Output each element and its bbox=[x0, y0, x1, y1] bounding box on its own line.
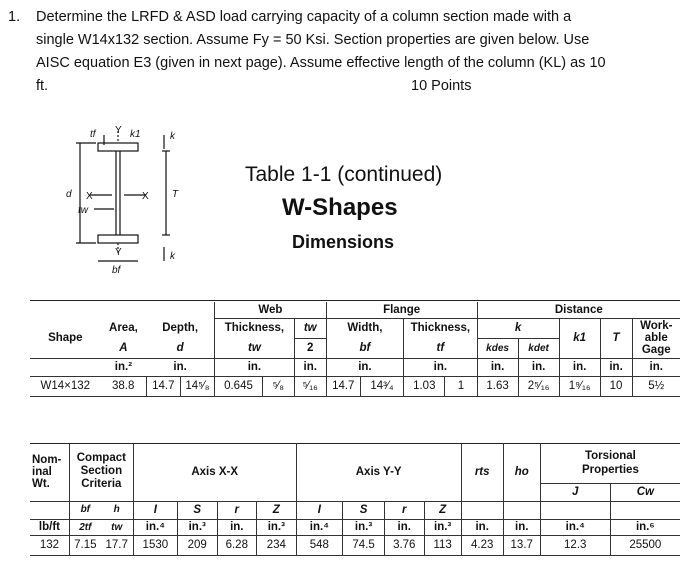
prop-sub-header-row bbox=[30, 501, 680, 519]
col-Cw: Cw bbox=[610, 483, 680, 501]
col-tw2-top: tw bbox=[294, 318, 326, 338]
question-number: 1. bbox=[8, 9, 21, 25]
unit-Sy: in.³ bbox=[343, 519, 385, 535]
col-J: J bbox=[540, 483, 610, 501]
group-flange: Flange bbox=[326, 302, 477, 318]
question-line-1: 1. Determine the LRFD & ASD load carrying capacity of a column section made with a bbox=[8, 6, 688, 29]
fig-label-tw: tw bbox=[78, 205, 88, 216]
col-Ix: I bbox=[133, 501, 177, 519]
col-depth-symbol: d bbox=[176, 341, 184, 354]
unit-flange-width: in. bbox=[326, 358, 403, 376]
question-line-3: AISC equation E3 (given in next page). Assume effective length of the column (KL) as 10 bbox=[36, 55, 606, 71]
cell-Sy: 74.5 bbox=[343, 535, 385, 555]
aisc-table-sheet bbox=[30, 118, 680, 573]
unit-T: in. bbox=[600, 358, 632, 376]
unit-tw2: in. bbox=[294, 358, 326, 376]
col-flange-width-symbol: bf bbox=[326, 338, 403, 358]
group-distance: Distance bbox=[477, 302, 680, 318]
cell-bf-frac: 14³⁄₄ bbox=[360, 376, 403, 396]
cell-Sx: 209 bbox=[177, 535, 217, 555]
question-text bbox=[8, 6, 688, 98]
unit-kdes: in. bbox=[477, 358, 518, 376]
cell-bf: 14.7 bbox=[326, 376, 360, 396]
unit-J: in.⁴ bbox=[540, 519, 610, 535]
col-area: Area, bbox=[109, 322, 138, 334]
col-Iy: I bbox=[296, 501, 343, 519]
fig-label-x-right: X bbox=[142, 191, 149, 202]
unit-rts: in. bbox=[461, 519, 503, 535]
col-axis-xx: Axis X-X bbox=[133, 443, 296, 501]
dimensions-table bbox=[30, 302, 680, 397]
cell-tf-frac: 1 bbox=[445, 376, 477, 396]
col-k1: k1 bbox=[559, 318, 600, 358]
dim-group-header-row bbox=[30, 302, 680, 318]
col-shape: Shape bbox=[48, 331, 83, 344]
prop-data-row bbox=[30, 535, 680, 555]
dim-units-row bbox=[30, 358, 680, 376]
col-T: T bbox=[600, 318, 632, 358]
unit-gage: in. bbox=[632, 358, 680, 376]
question-line-4: ft. 10 Points bbox=[8, 75, 688, 98]
rule-top bbox=[30, 300, 680, 301]
col-bf-2tf: bf bbox=[69, 501, 100, 519]
cell-Iy: 548 bbox=[296, 535, 343, 555]
points-label: 10 Points bbox=[411, 78, 472, 94]
unit-Sx: in.³ bbox=[177, 519, 217, 535]
cell-tf: 1.03 bbox=[404, 376, 445, 396]
table-title-line3: Dimensions bbox=[292, 232, 395, 252]
dim-data-row bbox=[30, 376, 680, 396]
cell-shape: W14×132 bbox=[40, 380, 91, 392]
fig-label-k1: k1 bbox=[130, 129, 141, 140]
unit-Iy: in.⁴ bbox=[296, 519, 343, 535]
unit-depth: in. bbox=[173, 361, 187, 373]
unit-Zy: in.³ bbox=[424, 519, 461, 535]
fig-label-y-bottom: Y bbox=[115, 247, 122, 258]
col-kdet: kdet bbox=[518, 338, 559, 358]
col-flange-thickness: Thickness, bbox=[404, 318, 477, 338]
cell-kdes: 1.63 bbox=[477, 376, 518, 396]
col-ho: ho bbox=[503, 443, 540, 501]
fig-label-y-top: Y bbox=[115, 125, 122, 136]
cell-bf2tf: 7.15 bbox=[69, 535, 100, 555]
cell-rx: 6.28 bbox=[217, 535, 257, 555]
cell-T: 10 bbox=[600, 376, 632, 396]
cell-Cw: 25500 bbox=[610, 535, 680, 555]
cell-ho: 13.7 bbox=[503, 535, 540, 555]
col-Zy: Z bbox=[424, 501, 461, 519]
unit-kdet: in. bbox=[518, 358, 559, 376]
col-Zx: Z bbox=[257, 501, 297, 519]
table-title-line2: W-Shapes bbox=[282, 194, 398, 221]
col-ry: r bbox=[384, 501, 424, 519]
cell-depth-frac: 14⁵⁄₈ bbox=[180, 376, 214, 396]
cell-ry: 3.76 bbox=[384, 535, 424, 555]
unit-Zx: in.³ bbox=[257, 519, 297, 535]
cell-Ix: 1530 bbox=[133, 535, 177, 555]
cell-kdet: 2⁵⁄₁₆ bbox=[518, 376, 559, 396]
col-workable-gage: Work- able Gage bbox=[632, 318, 680, 358]
col-rx: r bbox=[217, 501, 257, 519]
unit-bf-2tf: 2tf bbox=[69, 519, 100, 535]
bottom-flange bbox=[98, 235, 138, 243]
w-shape-figure bbox=[30, 123, 210, 293]
dim-header-row-1 bbox=[30, 318, 680, 338]
col-k: k bbox=[477, 318, 559, 338]
unit-k1: in. bbox=[559, 358, 600, 376]
col-area-symbol: A bbox=[119, 341, 128, 354]
cell-tw: 0.645 bbox=[215, 376, 263, 396]
fig-label-d: d bbox=[66, 189, 72, 200]
col-Sx: S bbox=[177, 501, 217, 519]
unit-ho: in. bbox=[503, 519, 540, 535]
cell-Zy: 113 bbox=[424, 535, 461, 555]
cell-J: 12.3 bbox=[540, 535, 610, 555]
col-h-tw: h bbox=[113, 504, 120, 515]
col-tw2-bottom: 2 bbox=[294, 338, 326, 358]
fig-label-k-bottom: k bbox=[170, 251, 175, 262]
cell-gage: 5½ bbox=[632, 376, 680, 396]
col-depth: Depth, bbox=[162, 322, 199, 334]
unit-web-thickness: in. bbox=[215, 358, 295, 376]
unit-Ix: in.⁴ bbox=[133, 519, 177, 535]
cell-tw2: ⁵⁄₁₆ bbox=[294, 376, 326, 396]
fig-label-k: k bbox=[170, 131, 175, 142]
cell-wt: 132 bbox=[39, 539, 60, 551]
unit-ry: in. bbox=[384, 519, 424, 535]
unit-nominal-wt: lb/ft bbox=[38, 521, 60, 533]
cell-depth: 14.7 bbox=[146, 376, 180, 396]
cell-k1: 1⁹⁄₁₆ bbox=[559, 376, 600, 396]
cell-htw: 17.7 bbox=[105, 539, 128, 551]
col-Sy: S bbox=[343, 501, 385, 519]
unit-h-tw: tw bbox=[111, 521, 123, 533]
col-flange-width: Width, bbox=[326, 318, 403, 338]
table-title-line1: Table 1-1 (continued) bbox=[245, 163, 443, 186]
col-web-thickness-symbol: tw bbox=[215, 338, 295, 358]
group-web: Web bbox=[215, 302, 327, 318]
fig-label-x-left: X bbox=[86, 191, 93, 202]
prop-header-row-1 bbox=[30, 443, 680, 463]
unit-rx: in. bbox=[217, 519, 257, 535]
col-web-thickness: Thickness, bbox=[215, 318, 295, 338]
cell-rts: 4.23 bbox=[461, 535, 503, 555]
cell-area: 38.8 bbox=[111, 380, 135, 392]
question-line-2: single W14x132 section. Assume Fy = 50 Ksi. Section properties are given below. Use bbox=[36, 32, 590, 48]
col-axis-yy: Axis Y-Y bbox=[296, 443, 461, 501]
fig-label-T: T bbox=[172, 189, 179, 200]
unit-area: in.² bbox=[114, 361, 133, 373]
cell-Zx: 234 bbox=[257, 535, 297, 555]
cell-tw-frac: ⁵⁄₈ bbox=[262, 376, 294, 396]
col-flange-thickness-symbol: tf bbox=[404, 338, 477, 358]
properties-table bbox=[30, 443, 680, 556]
fig-label-tf: tf bbox=[90, 129, 96, 140]
fig-label-bf: bf bbox=[112, 265, 121, 276]
unit-flange-thickness: in. bbox=[404, 358, 477, 376]
col-kdes: kdes bbox=[477, 338, 518, 358]
col-torsional: Torsional Properties bbox=[540, 443, 680, 483]
col-nominal-wt: Nom- inal Wt. bbox=[32, 453, 62, 490]
col-rts: rts bbox=[461, 443, 503, 501]
prop-units-row bbox=[30, 519, 680, 535]
unit-Cw: in.⁶ bbox=[610, 519, 680, 535]
col-compact-criteria: Compact Section Criteria bbox=[69, 443, 133, 501]
